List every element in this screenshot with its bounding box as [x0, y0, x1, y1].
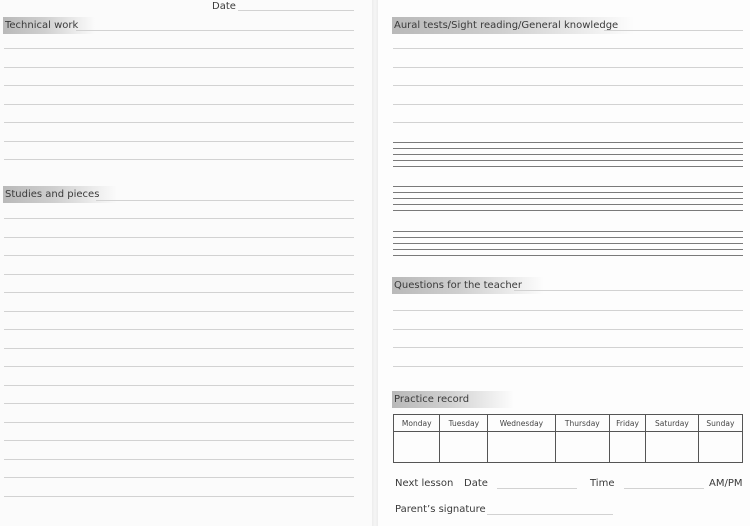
staff-line [393, 166, 743, 167]
writing-line[interactable] [4, 67, 354, 68]
writing-line[interactable] [4, 311, 354, 312]
practice-cell-thursday[interactable] [555, 432, 609, 463]
parents-signature-label: Parent’s signature [395, 504, 486, 515]
writing-line[interactable] [4, 496, 354, 497]
staff-line [393, 255, 743, 256]
writing-line[interactable] [393, 67, 743, 68]
writing-line[interactable] [4, 48, 354, 49]
day-friday: Friday [610, 415, 646, 432]
staff-line [393, 154, 743, 155]
writing-line[interactable] [4, 477, 354, 478]
writing-line[interactable] [393, 122, 743, 123]
writing-line[interactable] [393, 104, 743, 105]
writing-line[interactable] [4, 122, 354, 123]
staff-line [393, 148, 743, 149]
practice-record-table [393, 414, 743, 463]
writing-line[interactable] [4, 255, 354, 256]
studies-and-pieces-heading: Studies and pieces [3, 186, 117, 203]
practice-cell-saturday[interactable] [646, 432, 699, 463]
staff-line [393, 198, 743, 199]
questions-heading: Questions for the teacher [392, 277, 544, 294]
staff-line [393, 237, 743, 238]
practice-entries-row [394, 432, 743, 463]
writing-line[interactable] [4, 459, 354, 460]
practice-cell-wednesday[interactable] [488, 432, 555, 463]
day-wednesday: Wednesday [488, 415, 555, 432]
staff-line [393, 204, 743, 205]
next-lesson-time-line[interactable] [624, 488, 704, 489]
practice-cell-tuesday[interactable] [440, 432, 488, 463]
writing-line[interactable] [393, 85, 743, 86]
writing-line[interactable] [4, 329, 354, 330]
day-thursday: Thursday [555, 415, 609, 432]
aural-tests-heading: Aural tests/Sight reading/General knowledge [392, 17, 634, 34]
writing-line[interactable] [393, 48, 743, 49]
writing-line[interactable] [393, 329, 743, 330]
aural-heading-line [604, 30, 743, 31]
parents-signature-line[interactable] [487, 514, 613, 515]
practice-cell-sunday[interactable] [698, 432, 742, 463]
writing-line[interactable] [393, 347, 743, 348]
ampm-label: AM/PM [709, 478, 743, 489]
next-lesson-label: Next lesson [395, 478, 454, 489]
practice-days-row [394, 415, 743, 432]
writing-line[interactable] [4, 366, 354, 367]
writing-line[interactable] [4, 422, 354, 423]
staff-line [393, 210, 743, 211]
day-saturday: Saturday [646, 415, 699, 432]
next-lesson-date-label: Date [464, 478, 488, 489]
next-lesson-date-line[interactable] [497, 488, 577, 489]
staff-line [393, 249, 743, 250]
technical-work-heading: Technical work [3, 17, 95, 34]
writing-line[interactable] [4, 85, 354, 86]
staff-line [393, 192, 743, 193]
writing-line[interactable] [4, 218, 354, 219]
writing-line[interactable] [4, 440, 354, 441]
practice-cell-monday[interactable] [394, 432, 440, 463]
writing-line[interactable] [4, 141, 354, 142]
writing-line[interactable] [4, 403, 354, 404]
writing-line[interactable] [393, 310, 743, 311]
staff-line [393, 231, 743, 232]
writing-line[interactable] [4, 104, 354, 105]
left-page [0, 0, 372, 526]
writing-line[interactable] [393, 366, 743, 367]
studies-heading-line [96, 200, 354, 201]
writing-line[interactable] [4, 385, 354, 386]
staff-line [393, 160, 743, 161]
writing-line[interactable] [4, 348, 354, 349]
writing-line[interactable] [4, 274, 354, 275]
writing-line[interactable] [4, 159, 354, 160]
practice-record-heading: Practice record [392, 391, 514, 408]
date-label: Date [212, 1, 236, 12]
writing-line[interactable] [4, 237, 354, 238]
writing-line[interactable] [4, 292, 354, 293]
date-line[interactable] [238, 10, 354, 11]
technical-work-heading-line [76, 30, 354, 31]
staff-line [393, 186, 743, 187]
day-tuesday: Tuesday [440, 415, 488, 432]
next-lesson-time-label: Time [590, 478, 615, 489]
day-monday: Monday [394, 415, 440, 432]
day-sunday: Sunday [698, 415, 742, 432]
staff-line [393, 142, 743, 143]
practice-cell-friday[interactable] [610, 432, 646, 463]
staff-line [393, 243, 743, 244]
questions-heading-line [514, 290, 743, 291]
